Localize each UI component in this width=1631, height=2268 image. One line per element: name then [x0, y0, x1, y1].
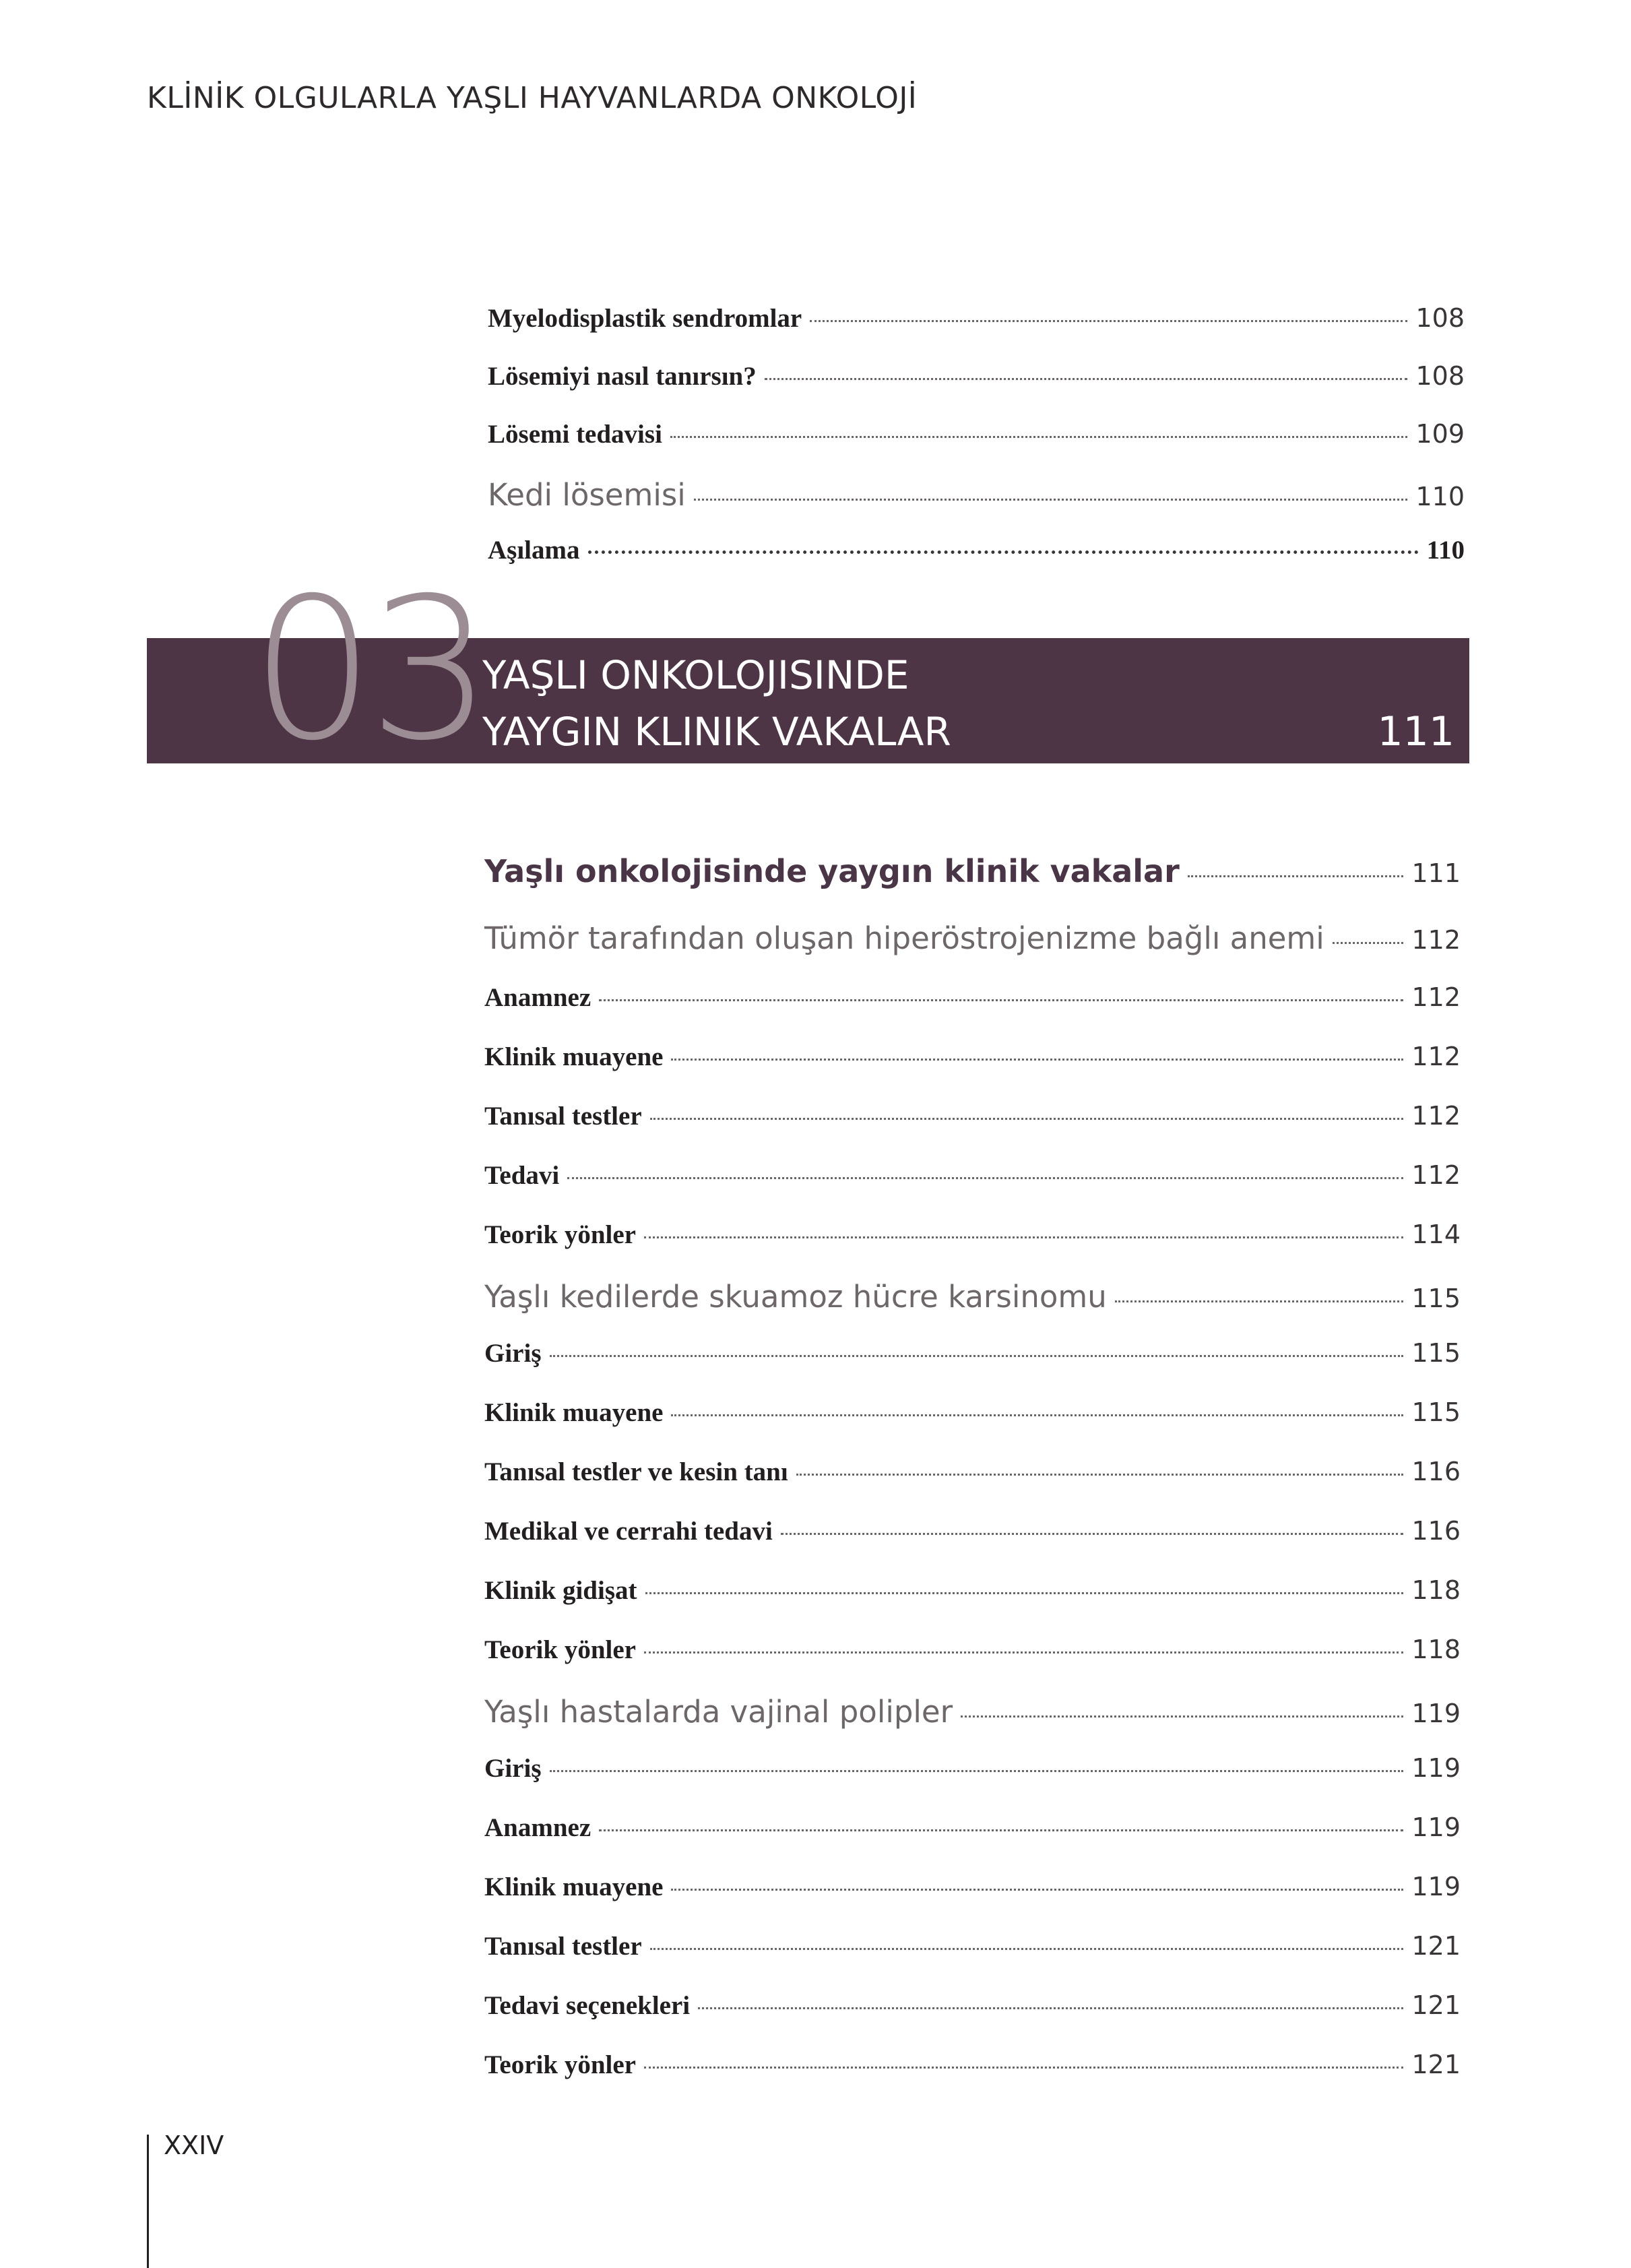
toc-entry-label: Teorik yönler	[484, 1635, 636, 1664]
dot-leader	[644, 1236, 1403, 1238]
toc-entry-page: 112	[1411, 1101, 1461, 1131]
toc-entry-label: Aşılama	[488, 536, 580, 565]
toc-entry	[484, 1635, 1461, 1665]
toc-entry	[484, 1575, 1461, 1606]
dot-leader	[650, 1948, 1404, 1950]
toc-entry	[488, 361, 1465, 391]
toc-entry-page: 119	[1411, 1753, 1461, 1783]
dot-leader	[796, 1474, 1404, 1476]
footer-page-number: XXIV	[164, 2131, 224, 2160]
toc-entry-label: Tanısal testler	[484, 1102, 642, 1131]
toc-entry-label: Anamnez	[484, 983, 591, 1012]
toc-entry-label: Tümör tarafından oluşan hiperöstrojenizme bağlı anemi	[484, 920, 1324, 956]
toc-entry	[484, 1872, 1461, 1902]
toc-entry-page: 119	[1411, 1813, 1461, 1842]
toc-entry-label: Anamnez	[484, 1813, 591, 1842]
toc-entry-label: Giriş	[484, 1339, 542, 1368]
toc-entry-page: 116	[1411, 1457, 1461, 1486]
dot-leader	[599, 1829, 1403, 1831]
toc-entry-label: Teorik yönler	[484, 1220, 636, 1249]
chapter-page-number: 111	[1377, 708, 1454, 755]
dot-leader	[694, 499, 1408, 501]
toc-entry-page: 112	[1411, 1160, 1461, 1190]
toc-entry-label: Lösemiyi nasıl tanırsın?	[488, 362, 757, 391]
dot-leader	[599, 999, 1403, 1001]
toc-entry	[484, 1042, 1461, 1072]
toc-entry-page: 118	[1411, 1575, 1461, 1605]
toc-entry-label: Yaşlı kedilerde skuamoz hücre karsinomu	[484, 1279, 1107, 1315]
dot-leader	[550, 1770, 1404, 1772]
toc-entry-page: 114	[1411, 1220, 1461, 1249]
dot-leader	[650, 1118, 1404, 1120]
toc-entry	[488, 535, 1465, 565]
toc-entry	[484, 853, 1461, 889]
toc-entry-label: Teorik yönler	[484, 2050, 636, 2079]
dot-leader	[1333, 942, 1404, 944]
dot-leader	[645, 1592, 1404, 1594]
toc-entry	[484, 1101, 1461, 1131]
dot-leader	[550, 1355, 1404, 1357]
toc-entry-page: 111	[1411, 858, 1461, 888]
toc-entry-label: Medikal ve cerrahi tedavi	[484, 1517, 773, 1546]
toc-entry	[484, 1990, 1461, 2021]
toc-entry-page: 115	[1411, 1284, 1461, 1313]
dot-leader	[671, 1889, 1403, 1891]
toc-entry-page: 115	[1411, 1397, 1461, 1427]
toc-entry-label: Klinik muayene	[484, 1042, 664, 1071]
toc-entry-label: Klinik gidişat	[484, 1576, 637, 1605]
toc-entry-label: Myelodisplastik sendromlar	[488, 304, 802, 333]
toc-entry-page: 118	[1411, 1635, 1461, 1664]
toc-entry-page: 110	[1415, 482, 1465, 511]
toc-entry-label: Klinik muayene	[484, 1872, 664, 1901]
toc-entry	[488, 477, 1465, 513]
chapter-number: 03	[251, 557, 486, 784]
toc-entry	[484, 1931, 1461, 1961]
toc-entry	[484, 1457, 1461, 1487]
toc-entry-page: 119	[1411, 1872, 1461, 1901]
toc-entry-label: Klinik muayene	[484, 1398, 664, 1427]
dot-leader	[644, 2067, 1403, 2069]
footer-rule	[147, 2135, 149, 2268]
toc-entry-label: Tedavi	[484, 1161, 560, 1190]
toc-entry-page: 112	[1411, 1042, 1461, 1071]
chapter-title-line1: YAŞLI ONKOLOJISINDE	[482, 652, 909, 698]
toc-entry	[484, 1220, 1461, 1250]
toc-entry-label: Kedi lösemisi	[488, 477, 686, 513]
toc-entry	[488, 419, 1465, 449]
chapter-title-line2: YAYGIN KLINIK VAKALAR	[482, 709, 951, 755]
toc-entry	[484, 2050, 1461, 2080]
dot-leader	[567, 1177, 1403, 1179]
dot-leader	[671, 1059, 1403, 1061]
toc-entry-page: 109	[1415, 419, 1465, 449]
dot-leader	[765, 378, 1408, 380]
toc-entry-page: 116	[1411, 1516, 1461, 1546]
toc-entry-label: Giriş	[484, 1754, 542, 1783]
dot-leader	[671, 1414, 1403, 1416]
toc-entry	[484, 920, 1461, 956]
toc-entry-label: Tedavi seçenekleri	[484, 1991, 691, 2020]
dot-leader	[644, 1651, 1403, 1653]
chapter-title	[482, 647, 951, 760]
toc-entry-page: 108	[1415, 361, 1465, 391]
dot-leader	[781, 1533, 1404, 1535]
toc-entry	[484, 1516, 1461, 1546]
toc-entry-page: 121	[1411, 1931, 1461, 1961]
toc-entry	[484, 1279, 1461, 1315]
dot-leader	[1115, 1300, 1404, 1302]
toc-entry-page: 110	[1426, 536, 1465, 565]
toc-entry	[484, 1753, 1461, 1784]
toc-entry-label: Lösemi tedavisi	[488, 420, 662, 449]
toc-entry	[484, 1694, 1461, 1730]
running-header: KLİNİK OLGULARLA YAŞLI HAYVANLARDA ONKOLOJİ	[147, 81, 918, 115]
toc-entry-label: Yaşlı hastalarda vajinal polipler	[484, 1694, 953, 1730]
dot-leader	[961, 1715, 1403, 1718]
toc-entry-page: 121	[1411, 2050, 1461, 2079]
dot-leader	[1188, 875, 1404, 877]
toc-entry-page: 121	[1411, 1990, 1461, 2020]
toc-entry-page: 112	[1411, 982, 1461, 1012]
toc-entry-label: Yaşlı onkolojisinde yaygın klinik vakalar	[484, 853, 1180, 889]
dot-leader	[670, 436, 1408, 438]
toc-entry	[484, 982, 1461, 1013]
toc-entry-page: 112	[1411, 925, 1461, 955]
toc-entry-label: Tanısal testler	[484, 1932, 642, 1961]
toc-entry	[484, 1160, 1461, 1191]
toc-entry	[484, 1338, 1461, 1368]
toc-entry-page: 119	[1411, 1699, 1461, 1728]
toc-entry	[488, 303, 1465, 334]
dot-leader	[588, 550, 1419, 554]
toc-entry-page: 115	[1411, 1338, 1461, 1368]
toc-entry-page: 108	[1415, 303, 1465, 333]
toc-entry	[484, 1397, 1461, 1428]
dot-leader	[810, 320, 1407, 322]
toc-entry-label: Tanısal testler ve kesin tanı	[484, 1457, 788, 1486]
dot-leader	[698, 2007, 1403, 2009]
toc-entry	[484, 1813, 1461, 1843]
